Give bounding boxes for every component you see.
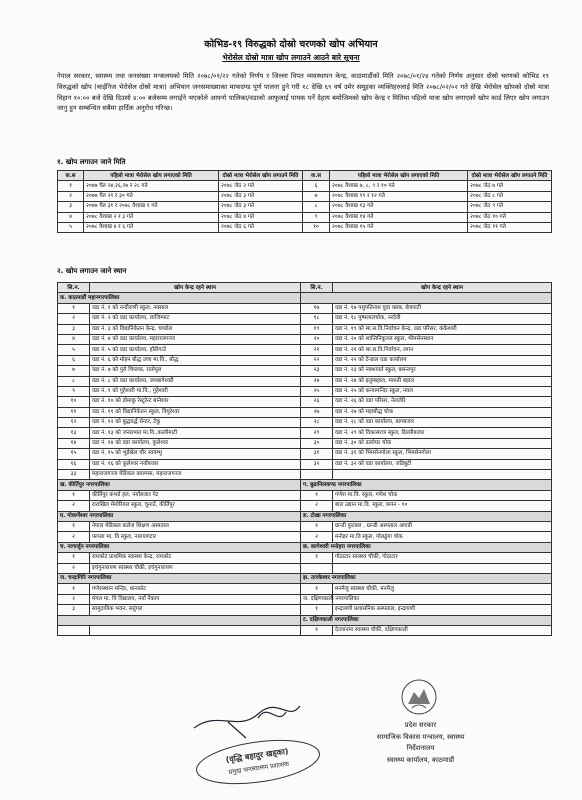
location-row (58, 501, 552, 511)
location-cell: २० (301, 334, 333, 344)
location-header-cell: खोप केन्द्र रहने स्थान (333, 283, 552, 293)
schedule-cell: २०७७ चैत २४,२६,२७ र २८ गते (84, 181, 219, 191)
location-cell: मंगल मा. वि विद्यालय, नयाँ नैकाप (90, 594, 301, 604)
schedule-cell: २०७८ वैशाख १३ गते (330, 202, 468, 212)
location-row (58, 449, 552, 459)
location-cell: वडा नं. ११ को विद्यानिकेतन स्कुल, त्रिपुरेश्वर (90, 407, 301, 417)
office-line-3: निर्देशनालय (406, 744, 435, 752)
issuing-office (318, 720, 523, 766)
location-cell: वडा नं. १३ को जनप्रभात मा.वि.,कालीमाटी (90, 428, 301, 438)
location-cell: गोठाटार स्वास्थ्य चौकी, गोठाटार (333, 553, 552, 563)
svg-text:प्रमुख जनस्वास्थ्य प्रशासक: प्रमुख जनस्वास्थ्य प्रशासक (227, 759, 290, 777)
location-cell: वडा नं. २७ को महाबौद्ध चोक (333, 407, 552, 417)
schedule-cell: २०७८ जेठ ३ गते (219, 202, 303, 212)
location-cell: २९ (301, 428, 333, 438)
notice-subheading: भेरोसेल दोस्रो मात्रा खोप लगाउने आउने बारे सूचना (222, 53, 360, 62)
location-cell: २ (301, 501, 333, 511)
location-cell: नेपाल मेडिकल कलेज शिक्षण अस्पताल (90, 521, 301, 531)
location-cell: ८ (58, 376, 90, 386)
location-row (58, 407, 552, 417)
office-line-2: सामाजिक विकास मन्त्रालय, स्वास्थ्य (376, 732, 465, 741)
location-cell: वडा नं. १६ को कुलेश्वर नयाँबजार (90, 459, 301, 469)
location-cell: ३२ (301, 459, 333, 469)
location-cell: १ (301, 625, 333, 635)
location-cell: वडा नं. २० को शान्तिनिकुञ्ज स्कुल, भीमसेनस्थान (333, 334, 552, 344)
schedule-header-cell: दोस्रो मात्रा भेरोसेल खोप लगाउने मिति (219, 171, 303, 181)
location-row (58, 605, 552, 615)
schedule-cell: ७ (303, 191, 330, 201)
municipality-name: च. नागार्जुन नगरपालिका (58, 542, 301, 552)
location-cell: वडा नं. १७ पशुपतिनाथ युवा क्लब, छेत्रपाटी (333, 303, 552, 313)
location-cell: गणेश मा.वि. स्कुल, गणेश चोक (333, 490, 552, 500)
location-header-cell: सि.न. (58, 283, 90, 293)
schedule-cell: २ (58, 191, 84, 201)
location-cell: इचंगुनारायण स्वास्थ्य चौकी, इचंगुनारायण (90, 563, 301, 573)
schedule-row (58, 191, 552, 201)
location-cell: गणेशस्थान मन्दिर, थानकोट (90, 584, 301, 594)
location-cell: वडा नं. ३ को विद्यानिकेतन केन्द्र, चण्डोल (90, 324, 301, 334)
location-cell (90, 625, 301, 635)
location-row (58, 521, 552, 531)
location-cell: वडा नं. ३० को डल्लेघर चोक (333, 438, 552, 448)
location-cell: ४ (58, 334, 90, 344)
municipality-row (58, 615, 552, 625)
schedule-cell: २०७८ जेठ ३ गते (219, 191, 303, 201)
schedule-cell: २०७८ वैशाख १४ गते (330, 212, 468, 222)
location-row (58, 563, 552, 573)
municipality-row (58, 542, 552, 552)
location-cell: वडा नं. १९ को सा.स.वि.निर्वाचन केन्द्र, वडा परिसर, कंकेश्वरी (333, 324, 552, 334)
location-cell: वडा नं. १४ को वडा कार्यालय, कुलेश्वर (90, 438, 301, 448)
location-cell: वडा नं. १० को डोमाकु रेस्टुरेन्ट बानेश्वर (90, 397, 301, 407)
location-cell: १० (58, 397, 90, 407)
location-cell (333, 594, 552, 604)
location-row (58, 345, 552, 355)
location-cell: वडा नं. १५ को भुईखेल चौर स्वयम्भु (90, 449, 301, 459)
location-cell: १ (301, 490, 333, 500)
schedule-cell: ५ (58, 222, 84, 232)
location-header-cell: खोप केन्द्र रहने स्थान (90, 283, 301, 293)
location-cell: १ (58, 303, 90, 313)
location-cell: ३ (58, 324, 90, 334)
location-cell: इन्द्रायणी प्रशासनिक अस्पताल, इन्द्रायणी (333, 605, 552, 615)
location-cell: सामुदायिक भवन, सतुंगल (90, 605, 301, 615)
location-cell: १४ (58, 438, 90, 448)
location-cell: वडा नं. ३१ को भिमसेनगोला स्कुल, भिमसेनगोला (333, 449, 552, 459)
location-cell: ३१ (301, 449, 333, 459)
location-row (58, 625, 552, 635)
location-header-cell: सि.न. (301, 283, 333, 293)
location-row (58, 355, 552, 365)
schedule-header-cell: दोस्रो मात्रा भेरोसेल खोप लगाउने मिति (468, 171, 552, 181)
location-cell: ३० (301, 438, 333, 448)
location-cell: ११ (58, 407, 90, 417)
location-row (58, 438, 552, 448)
location-cell: २३ (301, 366, 333, 376)
schedule-cell: ३ (58, 202, 84, 212)
notice-intro: नेपाल सरकार, स्वास्थ्य तथा जनसंख्या मन्त्रालयको मिति २०७८/०१/२२ गतेको निर्णय र जिल्ला विपत व्यवस्थापन केन्द्र, काठमाडौंको मिति २०७८/०१/२४ गतेको निर्णय अनुसार दोस्रो चरणको कोभिड १९ विरुद्धको खोप (चाईनिज भेरोसेल दोस्रो मात्रा) अभियान जनसमाख्याका माफदण्ड पूर्ण पालना हुने गरी १८ देखि ६९ वर्ष उमेर समूहका व्यक्तिहरुलाई मिति २०७८/०२/०२ गते देखि भेरोसेल खोपको दोस्रो मात्रा विहान १०:०० बजे देखि दिउसो ४:०० बजेसम्म लगाईने भएकोले आफ्नो पालिका/वडाको आफुलाई पायक पर्ने देहाय बमोजिमको खोप केन्द्र र मितिमा पहिलो मात्रा खोप लगाएको खोप कार्ड लिएर खोप लगाउन जानु हुन सम्बन्धित सबैमा हार्दिक अनुरोध गरिन्छ। (57, 72, 549, 113)
location-cell: १८ (301, 314, 333, 324)
municipality-name: ज. चन्द्रागिरि नगरपालिका (58, 573, 301, 583)
location-row (58, 314, 552, 324)
location-cell (333, 563, 552, 573)
location-cell (333, 470, 552, 480)
schedule-row (58, 222, 552, 232)
schedule-cell: २०७८ वैशाख ७, ८, ९ र १० गते (330, 181, 468, 191)
location-row (58, 594, 552, 604)
location-cell: २६ (301, 397, 333, 407)
schedule-cell: २०७८ वैशाख ४ र ६ गते (84, 222, 219, 232)
location-row (58, 397, 552, 407)
municipality-name (301, 293, 552, 303)
location-row (58, 386, 552, 396)
schedule-cell: २०७८ वैशाख १५ गते (330, 222, 468, 232)
location-row (58, 459, 552, 469)
location-cell: फाप्ला मा. वि स्कुल, नारायणटार (90, 532, 301, 542)
location-row (58, 553, 552, 563)
location-cell: १ (58, 521, 90, 531)
location-cell: वडा नं. ७ को पुरो चिप्लक, रातोपुल (90, 366, 301, 376)
location-cell: वडा नं. २६ को वडा परिसर, नेलजेरि (333, 397, 552, 407)
location-cell: वडा नं. १ को नन्दीराणी स्कुल, नक्साल (90, 303, 301, 313)
locations-table (57, 282, 552, 636)
municipality-row (58, 480, 552, 490)
schedule-cell: २०७८ जेठ ८ गते (468, 191, 552, 201)
location-row (58, 376, 552, 386)
location-cell: वडा नं. ९ को गुहेश्वरी मा.वि., गुहेश्वरी (90, 386, 301, 396)
schedule-table (57, 170, 552, 233)
location-cell: २५ (301, 386, 333, 396)
location-cell: १ (301, 584, 333, 594)
location-cell: रामकोट प्राथमिक स्वास्थ्य केन्द्र, रामकोट (90, 553, 301, 563)
schedule-header-cell: क.स (58, 171, 84, 181)
schedule-cell: २०७८ वैशाख २ र ३ गते (84, 212, 219, 222)
location-cell: ग्रान्डी फुटबल , ग्रान्डी अस्पताल अगाडी (333, 521, 552, 531)
schedule-cell: २०७८ जेठ ६ गते (219, 222, 303, 232)
schedule-cell: २०७७ चैत ३१ र २०७८ वैशाख १ गते (84, 202, 219, 212)
schedule-row (58, 181, 552, 191)
municipality-row (58, 573, 552, 583)
office-line-1: प्रदेश सरकार (404, 721, 437, 729)
location-cell: २ (58, 501, 90, 511)
location-row (58, 532, 552, 542)
location-row (58, 418, 552, 428)
location-cell: १ (301, 605, 333, 615)
schedule-header-cell: पहिलो मात्रा भेरोसेल खोप लगाएको मिति (330, 171, 468, 181)
municipality-name: घ. गोकर्णेश्वर नगरपालिका (58, 511, 301, 521)
schedule-row (58, 212, 552, 222)
location-cell: वडा नं. ४ को वडा कार्यालय, महाराजगञ्ज (90, 334, 301, 344)
location-row (58, 366, 552, 376)
location-cell: वडा नं. २८ को वडा कार्यालय, बागबजार (333, 418, 552, 428)
section-1-title: १. खोप लगाउन जाने मिति (57, 158, 126, 166)
location-cell: २ (58, 314, 90, 324)
location-row (58, 334, 552, 344)
location-cell: १७ (301, 303, 333, 313)
schedule-cell: १ (58, 181, 84, 191)
schedule-cell: ६ (303, 181, 330, 191)
location-cell: वडा नं. २४ को इलुम्बहाल, मारुती बहाल (333, 376, 552, 386)
schedule-cell: ९ (303, 212, 330, 222)
location-cell: ७ (58, 366, 90, 376)
municipality-name: ख. कीर्तिपुर नगरपालिका (58, 480, 301, 490)
municipality-name: झ. तारकेश्वर नगरपालिका (301, 573, 552, 583)
location-cell: २ (58, 594, 90, 604)
location-cell: २ (58, 563, 90, 573)
schedule-cell: २०७७ चैत २९ र ३० गते (84, 191, 219, 201)
location-cell: मनमैजु स्वास्थ्य चौकी, मनमैजु (333, 584, 552, 594)
schedule-row (58, 202, 552, 212)
schedule-cell: २०७८ जेठ २ गते (219, 181, 303, 191)
location-row (58, 470, 552, 480)
location-cell: २१ (301, 345, 333, 355)
location-cell: महाराजगञ्ज मेडिकल क्याम्पस, महाराजगञ्ज (90, 470, 301, 480)
schedule-cell: ८ (303, 202, 330, 212)
location-cell: वडा नं. ५ को वडा कार्यालय, हाँडीगाउँ (90, 345, 301, 355)
location-cell: वडा नं. २९ को विकासरात्र स्कुल, डिल्लीबजार (333, 428, 552, 438)
location-cell: वडा नं. २१ को सा.स.वि.निर्वाचन, लगन (333, 345, 552, 355)
location-cell: १५ (58, 449, 90, 459)
svg-text:(वृद्धि बहादुर खड्का): (वृद्धि बहादुर खड्का) (225, 746, 290, 765)
location-row (58, 584, 552, 594)
location-cell: २४ (301, 376, 333, 386)
location-cell: १९ (301, 324, 333, 334)
location-cell: १२ (58, 418, 90, 428)
location-cell: २७ (301, 407, 333, 417)
municipality-row (58, 511, 552, 521)
location-cell: वडा नं. ३२ को वडा कार्यालय, जडिबुटी (333, 459, 552, 469)
notice-heading: कोभिड-१९ विरुद्धको दोस्रो चरणको खोप अभियान (204, 39, 378, 50)
location-row (58, 490, 552, 500)
location-cell: २ (58, 532, 90, 542)
location-cell: वडा नं. १२ को बुद्धवर्द्ध सेन्टर, टेकु (90, 418, 301, 428)
location-cell: बाल उद्यान मा.वि. स्कुल, कपन - १० (333, 501, 552, 511)
location-cell: वडा नं. २ को वडा कार्यालय, लाजिम्पाट (90, 314, 301, 324)
office-line-4: स्वास्थ्य कार्यालय, काठमाडौं (386, 755, 455, 764)
municipality-name: ङ. टोखा नगरपालिका (301, 511, 552, 521)
schedule-cell: २०७८ जेठ ७ गते (468, 181, 552, 191)
municipality-row (58, 293, 552, 303)
location-cell: वडा नं. २२ को टेन्डाल वडा कार्यालय (333, 355, 552, 365)
location-cell: ६ (58, 355, 90, 365)
location-cell: कीर्तिपुर कभर्ड हल, नयाँबजार गेट (90, 490, 301, 500)
schedule-cell: २०७८ जेठ ४ गते (219, 212, 303, 222)
location-cell: १३ (58, 428, 90, 438)
municipality-name: छ. कागेश्वरी मनोहरा नगरपालिका (301, 542, 552, 552)
location-cell: १ (58, 490, 90, 500)
location-cell: ञ. दक्षिणकाली नगरपालिका (301, 594, 333, 604)
schedule-cell: २०७८ जेठ ११ गते (468, 222, 552, 232)
section-2-title: २. खोप लगाउन जाने स्थान (57, 267, 127, 275)
location-cell: १ (58, 553, 90, 563)
location-cell: राराखिल मेमोरियल स्कुल, चुनाउँ, कीर्तिपुर (90, 501, 301, 511)
location-row (58, 303, 552, 313)
location-row (58, 428, 552, 438)
government-emblem-icon (400, 678, 438, 716)
schedule-header-cell: पहिलो मात्रा भेरोसेल खोप लगाएको मिति (84, 171, 219, 181)
location-cell: वडा नं. २३ को नक्शावर्त स्कुल, बसन्तपुर (333, 366, 552, 376)
municipality-name: ग. बुढानिलकण्ठ नगरपालिका (301, 480, 552, 490)
location-row (58, 324, 552, 334)
signature-and-stamp (188, 692, 328, 788)
municipality-name: क. काठमाडौं महानगरपालिका (58, 293, 301, 303)
location-cell: वडा नं. ६ को मोहन बौद्ध उच्च मा.वि., बौद्ध (90, 355, 301, 365)
location-cell (58, 625, 90, 635)
location-cell (301, 563, 333, 573)
location-cell: मनोहर मा.वि स्कुल, गोलढुंगा चोक (333, 532, 552, 542)
location-cell: २२ (301, 355, 333, 365)
schedule-cell: २०७८ जेठ १० गते (468, 212, 552, 222)
schedule-cell: २०७८ जेठ ९ गते (468, 202, 552, 212)
location-cell: ३ (58, 605, 90, 615)
schedule-cell: २०७८ वैशाख ११ र १२ गते (330, 191, 468, 201)
municipality-name (58, 615, 301, 625)
location-cell: वडा नं. १८ पुष्पलालचोक, नरदेवी (333, 314, 552, 324)
location-cell: ३३ (58, 470, 90, 480)
location-cell: १ (301, 521, 333, 531)
location-cell: ९ (58, 386, 90, 396)
location-cell: वडा नं. २५ को कन्यामन्दिर स्कुल, नघल (333, 386, 552, 396)
municipality-name: ट. दक्षिणकाली नगरपालिका (301, 615, 552, 625)
location-cell (301, 470, 333, 480)
schedule-cell: १० (303, 222, 330, 232)
location-cell: देउपानमा स्वास्थ्य चौकी, दक्षिणकाली (333, 625, 552, 635)
schedule-cell: ४ (58, 212, 84, 222)
location-cell: वडा नं. ८ को वडा कार्यालय, जयबागेश्वरी (90, 376, 301, 386)
schedule-header-cell: क.स (303, 171, 330, 181)
location-cell: २ (301, 532, 333, 542)
location-cell: १ (58, 584, 90, 594)
location-cell: २८ (301, 418, 333, 428)
location-cell: १६ (58, 459, 90, 469)
location-cell: ५ (58, 345, 90, 355)
location-cell: १ (301, 553, 333, 563)
